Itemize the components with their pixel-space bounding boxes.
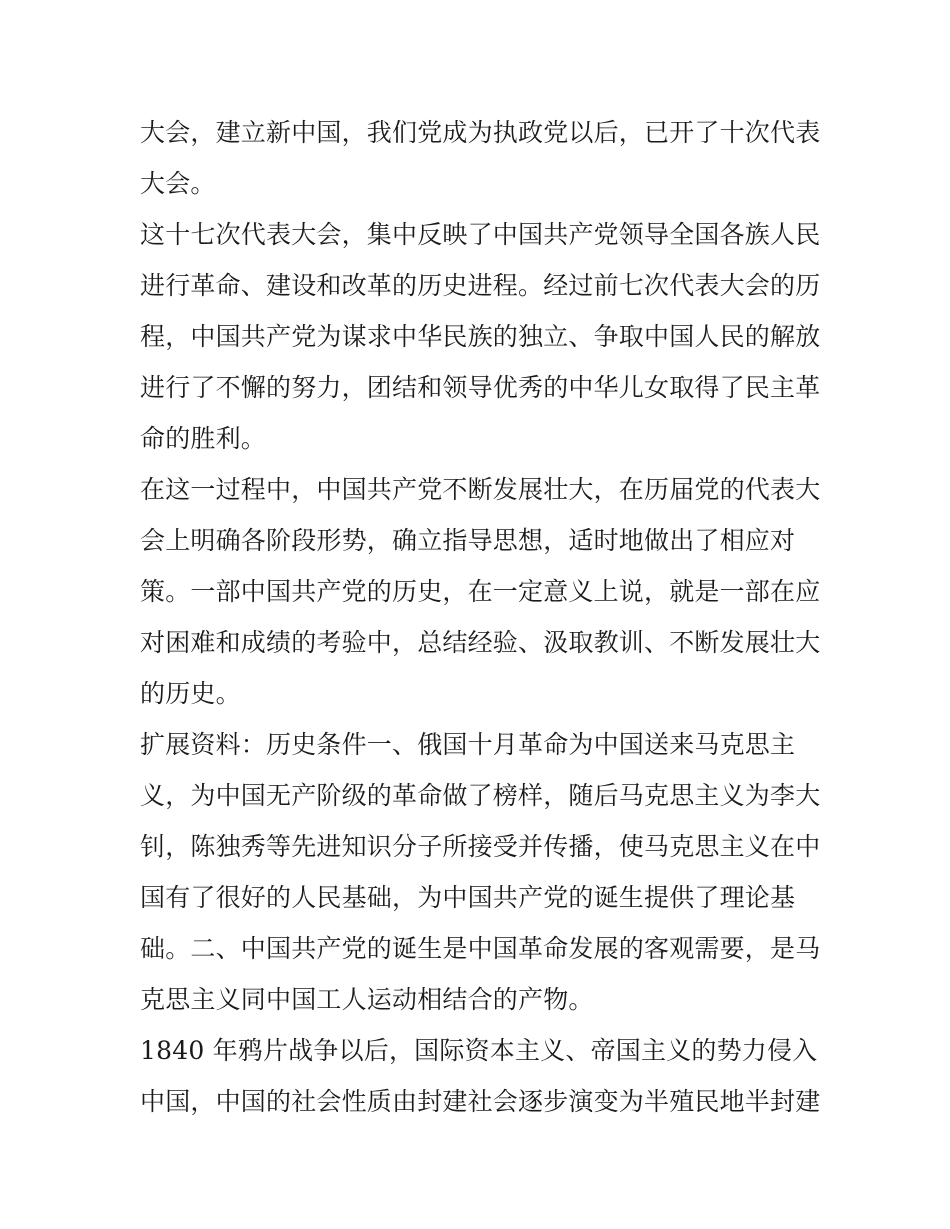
text-line: 中国，中国的社会性质由封建社会逐步演变为半殖民地半封建 [140, 1087, 821, 1116]
text-line: 对困难和成绩的考验中，总结经验、汲取教训、不断发展壮大 [140, 628, 821, 657]
text-line: 大会。 [140, 169, 216, 198]
text-line: 扩展资料：历史条件一、俄国十月革命为中国送来马克思主 [140, 730, 796, 759]
text-line: 义，为中国无产阶级的革命做了榜样，随后马克思主义为李大 [140, 781, 821, 810]
text-line: 的历史。 [140, 679, 241, 708]
text-line: 策。一部中国共产党的历史，在一定意义上说，就是一部在应 [140, 577, 821, 606]
text-line: 会上明确各阶段形势，确立指导思想，适时地做出了相应对 [140, 526, 796, 555]
text-line: 进行革命、建设和改革的历史进程。经过前七次代表大会的历 [140, 271, 821, 300]
text-line: 钊，陈独秀等先进知识分子所接受并传播，使马克思主义在中 [140, 832, 821, 861]
text-line: 克思主义同中国工人运动相结合的产物。 [140, 985, 594, 1014]
text-line: 大会，建立新中国，我们党成为执政党以后，已开了十次代表 [140, 118, 821, 147]
text-line: 1840 年鸦片战争以后，国际资本主义、帝国主义的势力侵入 [140, 1036, 818, 1065]
text-line: 础。二、中国共产党的诞生是中国革命发展的客观需要，是马 [140, 934, 821, 963]
text-line: 进行了不懈的努力，团结和领导优秀的中华儿女取得了民主革 [140, 373, 821, 402]
document-body [140, 107, 820, 1127]
text-line: 国有了很好的人民基础，为中国共产党的诞生提供了理论基 [140, 883, 796, 912]
text-line: 程，中国共产党为谋求中华民族的独立、争取中国人民的解放 [140, 322, 821, 351]
text-line: 在这一过程中，中国共产党不断发展壮大，在历届党的代表大 [140, 475, 821, 504]
text-line: 命的胜利。 [140, 424, 267, 453]
text-line: 这十七次代表大会，集中反映了中国共产党领导全国各族人民 [140, 220, 821, 249]
